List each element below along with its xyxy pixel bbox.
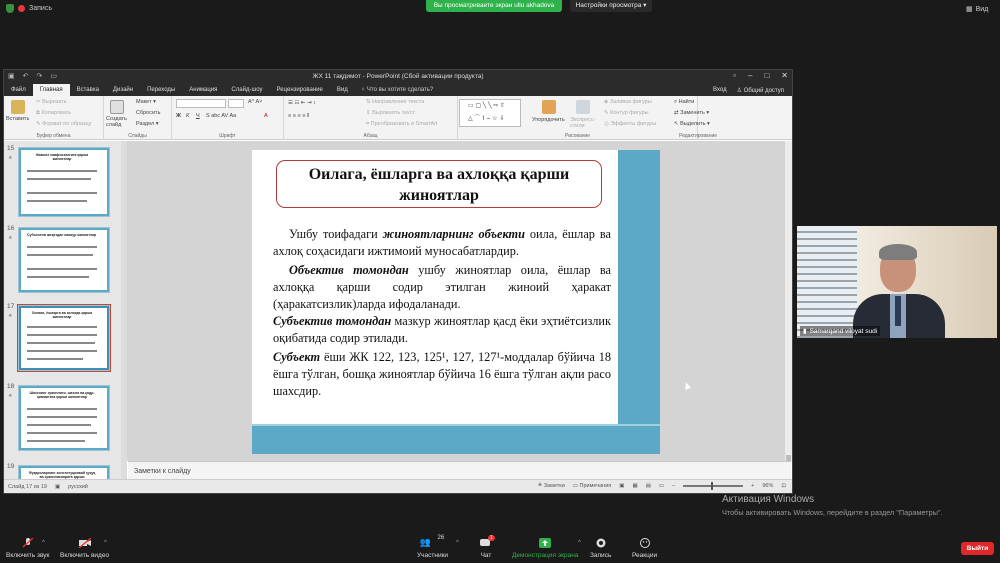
pen-icon: ✎ [604,110,609,116]
person-icon: ♙ [736,87,743,94]
tab-file[interactable]: Файл [11,87,26,93]
star-icon: ★ [8,235,13,241]
comments-toggle-label: Примечания [579,483,612,489]
bold-icon[interactable]: Ж [176,113,181,119]
person-tie [895,296,901,326]
comment-icon: ▭ [572,483,578,489]
select-button[interactable]: ↖ Выделить ▾ [674,121,710,127]
thumb-text-line [27,192,97,194]
shape-fill-button[interactable] [604,99,652,105]
thumb-text-line [27,408,97,410]
slide-thumbnail-18[interactable] [18,385,110,451]
shadow-icon[interactable]: S abc AV Aa [206,113,237,119]
layout-button[interactable]: Макет ▾ [136,99,156,105]
format-painter-button[interactable] [36,121,91,127]
p3-text-a: Субъектив томондан [273,314,392,328]
clipboard-group [4,96,104,140]
thumb-text-line [27,432,97,434]
participants-icon: 👥 26 [419,535,445,547]
thumb-number: 17 [7,303,15,310]
share-screen-button[interactable] [512,538,578,559]
brush-icon: ✎ [36,121,41,127]
participants-count: 26 [437,535,445,541]
underline-icon[interactable]: Ч [196,113,200,119]
smartart-icon: ⌗ [366,121,370,127]
slide-paragraph-1 [273,226,611,260]
text-direction-label: Направление текста [372,99,425,105]
slide-counter: Слайд 17 из 19 [8,484,47,490]
ppt-title-bar [4,70,792,84]
sign-in-link[interactable]: Вход [713,86,727,93]
font-color-icon[interactable]: A [264,113,268,119]
tab-animations[interactable]: Анимация [189,87,218,93]
undo-icon[interactable]: ↶ [22,73,29,80]
sorter-view-icon[interactable]: ▦ [632,483,638,489]
thumb-title: Субъектив жиҳатдан мазкур жиноятлар [27,233,97,237]
font-group-label: Шрифт [219,133,236,139]
p4-text-b: ёши ЖК 122, 123, 125¹, 127, 127¹-моддалар бўйича 18 ёшга тўлган, бошқа жиноятлар бўйича 16 ёшга тўлган ақли расо шахсдир. [273,350,611,398]
thumb-text-line [27,416,97,418]
video-off-icon [79,538,91,548]
clipboard-group-label: Буфер обмена [36,133,71,139]
thumb-text-line [27,200,87,202]
thumb-number: 16 [7,225,15,232]
signal-icon: ▮ [803,328,807,335]
thumb-text-line [27,326,97,328]
shield-icon [6,4,14,13]
video-options-caret[interactable]: ^ [104,540,107,546]
participant-name: Samarqand viloyat sudi [809,327,878,335]
drawing-group [458,96,698,140]
tab-transitions[interactable]: Переходы [147,87,176,93]
participants-label: Участники [417,552,449,559]
find-label: Найти [678,99,695,105]
editing-group [668,96,728,140]
thumb-text-line [27,334,97,336]
p1-text-b: жиноятларнинг объекти [382,227,525,241]
comments-toggle[interactable] [573,483,612,489]
italic-icon[interactable]: К [186,113,190,119]
new-slide-icon[interactable] [110,100,124,114]
align-icons[interactable]: ≡ ≡ ≡ ≡ ‖ [288,113,310,119]
tell-me-box[interactable] [361,87,434,93]
slides-group [104,96,172,140]
thumb-text-line [27,342,95,344]
chat-icon [480,535,493,548]
slides-group-label: Слайды [128,133,147,139]
p2-text-b: ушбу жиноятлар оила, ёшлар ва ахлоққа қарши содир этилган жиноий ҳаракат (ҳаракатсизлик)ларда ифодаланади. [273,263,611,311]
tab-review[interactable]: Рецензирование [276,87,323,93]
ribbon-tabs [4,84,792,96]
quick-styles-button[interactable]: Экспресс-стили [570,117,596,129]
slideshow-view-icon[interactable]: ▭ [658,483,665,489]
section-label: Раздел [136,121,155,127]
arrange-button[interactable]: Упорядочить [532,117,565,123]
share-screen-icon [539,538,551,548]
cut-label: Вырезать [42,99,67,105]
language-indicator[interactable]: русский [68,484,88,490]
slide-thumbnails-pane [4,141,122,479]
thumb-text-line [27,178,91,180]
recording-indicator [6,4,52,13]
record-label: Запись [29,5,52,12]
thumb-number: 18 [7,383,15,390]
reactions-button[interactable] [632,538,657,559]
participant-name-tag [800,326,880,336]
participants-button[interactable] [417,535,449,559]
star-icon: ★ [8,155,13,161]
record-button[interactable] [590,538,611,559]
font-size-field[interactable] [228,99,244,108]
shapes-icons[interactable]: ▭ ▢ ╲ ╲ ⇨ ⇧ [468,103,505,109]
paint-bucket-icon: ◈ [604,99,609,105]
notes-pane[interactable]: Заметки к слайду [128,461,791,479]
zoom-meeting-toolbar [0,532,1000,563]
shape-effects-label: Эффекты фигуры [610,121,657,127]
p1-text-a: Ушбу тоифадаги [289,227,383,241]
thumb-text-line [27,276,89,278]
person-hair [879,244,917,260]
slide-title: Оилага, ёшларга ва ахлоққа қарши жиноятлар [308,166,570,204]
reading-view-icon[interactable]: ▤ [645,483,651,489]
thumb-title: Жамоат хавфсизлигига қарши жиноятлар [35,153,89,161]
align-text-label: Выровнять текст [372,110,415,116]
participants-caret[interactable]: ^ [456,540,459,546]
maximize-icon[interactable]: □ [764,71,770,80]
view-options-label: Настройки просмотра [575,2,642,9]
p1-text-c: оила, ёшлар ва ахлоқ соҳасидаги ижтимоий муносабатлардир. [273,227,611,258]
tab-home[interactable]: Главная [33,84,70,96]
leave-button[interactable]: Выйти [961,542,994,555]
reactions-icon [639,538,651,548]
paste-button[interactable]: Вставить [6,116,30,122]
slide-paragraph-4 [273,349,611,400]
smartart-button[interactable] [366,121,437,128]
copy-button[interactable] [36,110,71,117]
slide-paragraph-2 [273,262,611,313]
paragraph-group [284,96,458,140]
record-dot-icon [18,5,25,12]
shape-effects-button[interactable] [604,121,656,127]
thumb-title: Шахснинг эркинлиги, шаъни ва қадр-қимматига қарши жиноятлар [29,391,95,399]
chat-label: Чат [480,552,492,559]
select-label: Выделить [680,121,706,127]
slideshow-icon[interactable]: ▭ [50,73,57,80]
share-button[interactable] [737,87,784,94]
slide-thumbnail-16[interactable] [18,227,110,293]
text-direction-icon: ⇅ [366,99,371,105]
minimize-icon[interactable]: – [748,71,753,80]
audio-options-caret[interactable]: ^ [42,540,45,546]
copy-label: Копировать [41,110,72,116]
bullets-icon[interactable]: ☰ ☷ ⇤ ⇥ ↕ [288,100,316,106]
align-text-button[interactable] [366,110,415,116]
activation-subtitle: Чтобы активировать Windows, перейдите в раздел "Параметры". [722,508,943,517]
editing-group-label: Редактирование [678,133,718,139]
thumb-text-line [27,268,97,270]
record-button-label: Запись [590,552,612,559]
replace-label: Заменить [680,110,705,116]
normal-view-icon[interactable]: ▣ [619,483,625,489]
effects-icon: ◎ [604,121,609,127]
tab-slideshow[interactable]: Слайд-шоу [231,87,263,93]
redo-icon[interactable]: ↷ [36,73,43,80]
grid-icon: ▦ [966,6,973,13]
star-icon: ★ [8,393,13,399]
view-mode-label: Вид [975,5,989,13]
thumb-text-line [27,440,85,442]
new-slide-button[interactable]: Создать слайд [106,116,127,128]
shape-outline-button[interactable] [604,110,649,116]
record-icon [595,538,607,548]
thumb-title: Оилага, ёшларга ва ахлоққа қарши жиноятлар [31,311,93,319]
close-icon[interactable]: ✕ [781,71,788,80]
zoom-in-icon[interactable]: + [751,483,755,489]
thumb-text-line [27,424,91,426]
share-label: Общий доступ [743,87,784,94]
chat-button[interactable] [480,535,493,559]
slide-thumbnail-17[interactable] [18,305,110,371]
share-caret[interactable]: ^ [578,540,581,546]
thumb-text-line [27,254,93,256]
slide-accent-bar-bottom [252,424,660,454]
tab-view[interactable]: Вид [336,87,348,93]
reset-button[interactable]: Сбросить [136,110,161,116]
scissors-icon: ✂ [36,99,41,105]
window-title: ЖХ 11 тақдимот - PowerPoint (Сбой активации продукта) [312,73,484,80]
ribbon-home [4,96,792,140]
window-blinds [797,226,857,338]
slide-thumbnail-19[interactable] [18,465,110,479]
p3-text-b: мазкур жиноятлар қасд ёки эҳтиётсизлик оқибатида содир этилади. [273,314,611,345]
start-video-label: Включить видео [60,552,110,559]
cut-button[interactable] [36,99,67,105]
tab-design[interactable]: Дизайн [112,87,134,93]
chat-badge: 1 [490,535,493,541]
start-video-button[interactable] [60,538,109,559]
font-grow-icon[interactable]: A^ A˅ [248,99,263,105]
zoom-slider[interactable] [683,485,743,487]
star-icon: ★ [8,313,13,319]
thumb-text-line [27,358,83,360]
arrange-icon[interactable] [542,100,556,114]
font-name-field[interactable] [176,99,226,108]
share-screen-label: Демонстрация экрана [512,552,579,559]
viewing-screen-banner: Вы просматриваете экран ullu akhadova [426,0,562,12]
quick-styles-icon[interactable] [576,100,590,114]
spellcheck-icon[interactable]: ▣ [54,484,61,490]
shape-fill-label: Заливка фигуры [609,99,652,105]
tell-me-label: Что вы хотите сделать? [366,87,434,93]
tab-insert[interactable]: Вставка [76,87,99,93]
layout-label: Макет [136,99,152,105]
slide-thumbnail-15[interactable] [18,147,110,217]
text-direction-button[interactable] [366,99,424,105]
reactions-label: Реакции [632,552,658,559]
copy-icon: ⧉ [36,110,40,116]
thumb-title: Фуқароларнинг конституциявий ҳуқуқ ва эркинликларига қарши [28,471,96,479]
p2-text-a: Объектив томондан [289,263,409,277]
view-options-button[interactable]: Настройки просмотра ▾ [570,0,652,12]
lightbulb-icon: ♀ [360,87,366,93]
replace-icon: ⇄ [674,110,679,116]
notes-icon: ≜ [537,483,543,489]
p4-text-a: Субъект [273,350,321,364]
replace-button[interactable]: ⇄ Заменить ▾ [674,110,710,116]
find-button[interactable] [674,99,694,106]
shape-outline-label: Контур фигуры [610,110,649,116]
status-bar [4,479,792,493]
zoom-out-icon[interactable]: – [672,483,676,489]
drawing-group-label: Рисование [564,133,591,139]
participant-video[interactable] [797,226,997,338]
view-mode-button[interactable] [966,5,988,13]
format-painter-label: Формат по образцу [42,121,92,127]
thumb-text-line [27,246,97,248]
slide-paragraph-3 [273,313,611,347]
shapes-icons-row2[interactable]: △ ⌒ ⌇ ⌢ ☆ ⇩ [468,116,505,122]
thumb-text-line [27,350,97,352]
paste-icon[interactable] [11,100,25,114]
search-icon: ⌕ [674,99,678,105]
thumb-number: 19 [7,463,15,470]
save-icon[interactable]: ▣ [8,73,15,80]
slide-accent-bar-right [618,150,660,424]
smartart-label: Преобразовать в SmartArt [370,121,438,127]
slide-scrollbar[interactable] [785,141,792,461]
zoom-level[interactable]: 96% [762,483,774,489]
cursor-icon: ↖ [674,121,679,127]
fit-slide-icon[interactable]: ⊡ [781,483,786,489]
muted-mic-icon [22,538,34,548]
thumb-text-line [27,170,97,172]
window-controls [733,71,788,80]
paragraph-group-label: Абзац [363,133,378,139]
ribbon-display-icon[interactable]: ▫ [733,71,736,80]
align-text-icon: ⇕ [366,110,371,116]
notes-toggle[interactable] [538,483,565,489]
font-group [172,96,284,140]
activation-title: Активация Windows [722,494,815,505]
notes-toggle-label: Заметки [543,483,565,489]
thumb-number: 15 [7,145,15,152]
section-button[interactable]: Раздел ▾ [136,121,159,127]
unmute-label: Включить звук [6,552,50,559]
